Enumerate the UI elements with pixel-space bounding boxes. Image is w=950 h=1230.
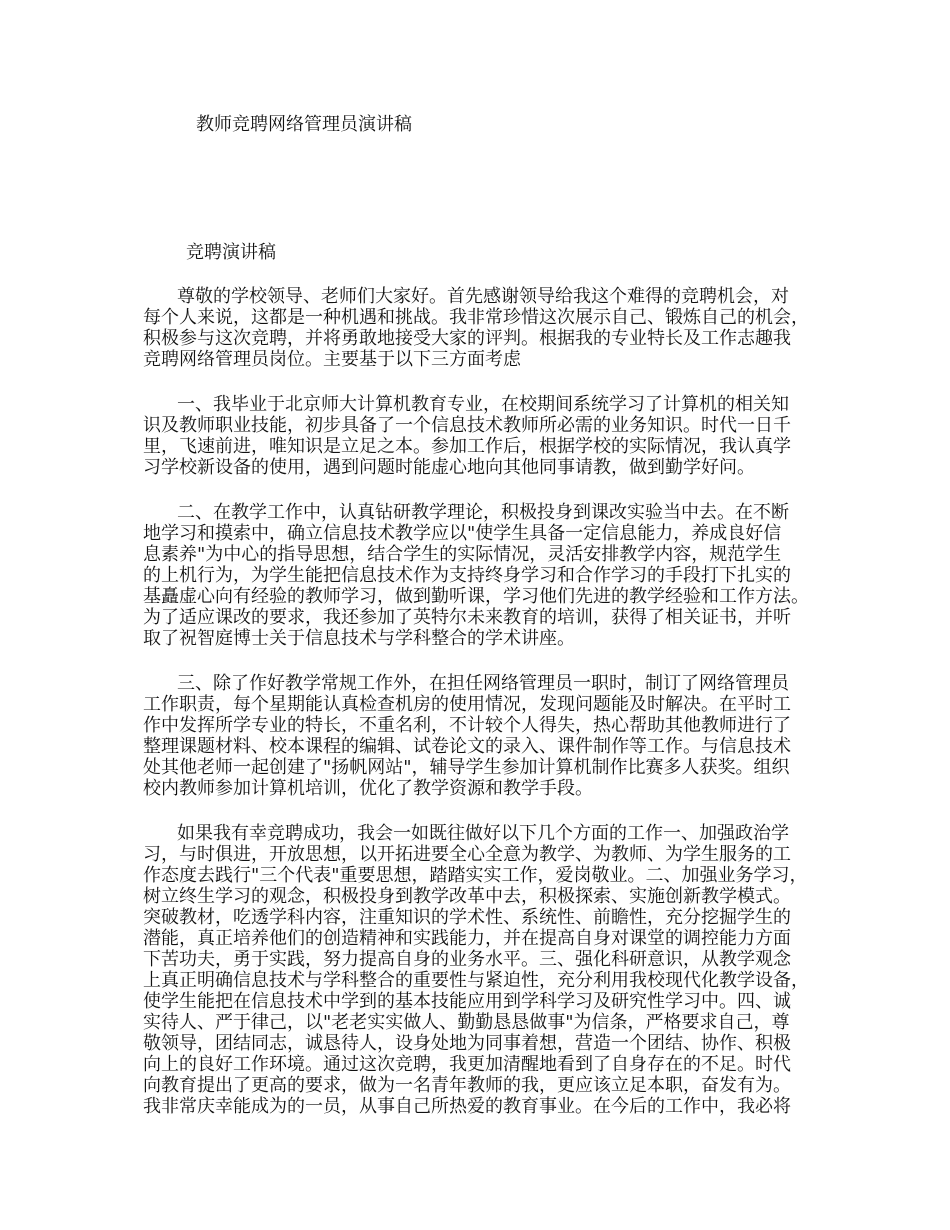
paragraph-line: 作中发挥所学专业的特长，不重名利，不计较个人得失，热心帮助其他教师进行了 — [143, 715, 791, 736]
paragraph-line: 三、除了作好教学常规工作外，在担任网络管理员一职时，制订了网络管理员 — [177, 673, 789, 694]
paragraph-line: 突破教材，吃透学科内容，注重知识的学术性、系统性、前瞻性，充分挖掘学生的 — [143, 907, 791, 928]
paragraph-line: 为了适应课改的要求，我还参加了英特尔未来教育的培训，获得了相关证书，并听 — [143, 607, 791, 628]
paragraph-line: 如果我有幸竞聘成功，我会一如既往做好以下几个方面的工作一、加强政治学 — [177, 823, 789, 844]
paragraph-line: 整理课题材料、校本课程的编辑、试卷论文的录入、课件制作等工作。与信息技术 — [143, 736, 791, 757]
paragraph-line: 上真正明确信息技术与学科整合的重要性与紧迫性，充分利用我校现代化教学设备， — [143, 970, 809, 991]
paragraph-line: 积极参与这次竞聘，并将勇敢地接受大家的评判。根据我的专业特长及工作志趣我 — [143, 328, 791, 349]
paragraph-line: 识及教师职业技能，初步具备了一个信息技术教师所必需的业务知识。时代一日千 — [143, 415, 791, 436]
paragraph-line: 使学生能把在信息技术中学到的基本技能应用到学科学习及研究性学习中。四、诚 — [143, 991, 791, 1012]
paragraph-line: 处其他老师一起创建了"扬帆网站"，辅导学生参加计算机制作比赛多人获奖。组织 — [143, 757, 790, 778]
document-title: 教师竞聘网络管理员演讲稿 — [196, 114, 412, 135]
paragraph-line: 里，飞速前进，唯知识是立足之本。参加工作后，根据学校的实际情况，我认真学 — [143, 436, 791, 457]
paragraph — [143, 286, 817, 370]
paragraph-line: 校内教师参加计算机培训，优化了教学资源和教学手段。 — [143, 778, 593, 799]
paragraph-line: 一、我毕业于北京师大计算机教育专业，在校期间系统学习了计算机的相关知 — [177, 394, 789, 415]
paragraph-line: 下苦功夫，勇于实践，努力提高自身的业务水平。三、强化科研意识，从教学观念 — [143, 949, 791, 970]
paragraph — [143, 673, 817, 799]
paragraph-line: 基矗虚心向有经验的教师学习，做到勤听课，学习他们先进的教学经验和工作方法。 — [143, 586, 809, 607]
paragraph-line: 敬领导，团结同志，诚恳待人，设身处地为同事着想，营造一个团结、协作、积极 — [143, 1033, 791, 1054]
paragraph-line: 潜能，真正培养他们的创造精神和实践能力，并在提高自身对课堂的调控能力方面 — [143, 928, 791, 949]
paragraph-line: 作态度去践行"三个代表"重要思想，踏踏实实工作，爱岗敬业。二、加强业务学习， — [143, 865, 808, 886]
paragraph-line: 息素养"为中心的指导思想，结合学生的实际情况，灵活安排教学内容，规范学生 — [143, 544, 782, 565]
paragraph — [143, 394, 817, 478]
paragraph-line: 向上的良好工作环境。通过这次竞聘，我更加清醒地看到了自身存在的不足。时代 — [143, 1054, 791, 1075]
paragraph-line: 工作职责，每个星期能认真检查机房的使用情况，发现问题能及时解决。在平时工 — [143, 694, 791, 715]
paragraph-line: 的上机行为，为学生能把信息技术作为支持终身学习和合作学习的手段打下扎实的 — [143, 565, 791, 586]
paragraph-line: 取了祝智庭博士关于信息技术与学科整合的学术讲座。 — [143, 628, 575, 649]
document-subtitle: 竞聘演讲稿 — [186, 242, 276, 263]
paragraph — [143, 502, 817, 649]
paragraph-line: 二、在教学工作中，认真钻研教学理论，积极投身到课改实验当中去。在不断 — [177, 502, 789, 523]
paragraph-line: 地学习和摸索中，确立信息技术教学应以"使学生具备一定信息能力，养成良好信 — [143, 523, 782, 544]
paragraph-line: 习学校新设备的使用，遇到问题时能虚心地向其他同事请教，做到勤学好问。 — [143, 457, 755, 478]
paragraph-line: 我非常庆幸能成为的一员，从事自己所热爱的教育事业。在今后的工作中，我必将 — [143, 1096, 791, 1117]
document-body — [143, 286, 817, 1141]
paragraph-line: 实待人、严于律己，以"老老实实做人、勤勤恳恳做事"为信条，严格要求自己，尊 — [143, 1012, 790, 1033]
paragraph-line: 树立终生学习的观念，积极投身到教学改革中去，积极探索、实施创新教学模式。 — [143, 886, 791, 907]
paragraph — [143, 823, 817, 1117]
paragraph-line: 向教育提出了更高的要求，做为一名青年教师的我，更应该立足本职，奋发有为。 — [143, 1075, 791, 1096]
paragraph-line: 竞聘网络管理员岗位。主要基于以下三方面考虑 — [143, 349, 521, 370]
paragraph-line: 尊敬的学校领导、老师们大家好。首先感谢领导给我这个难得的竞聘机会，对 — [177, 286, 789, 307]
paragraph-line: 每个人来说，这都是一种机遇和挑战。我非常珍惜这次展示自己、锻炼自己的机会， — [143, 307, 809, 328]
paragraph-line: 习，与时俱进，开放思想，以开拓进要全心全意为教学、为教师、为学生服务的工 — [143, 844, 791, 865]
